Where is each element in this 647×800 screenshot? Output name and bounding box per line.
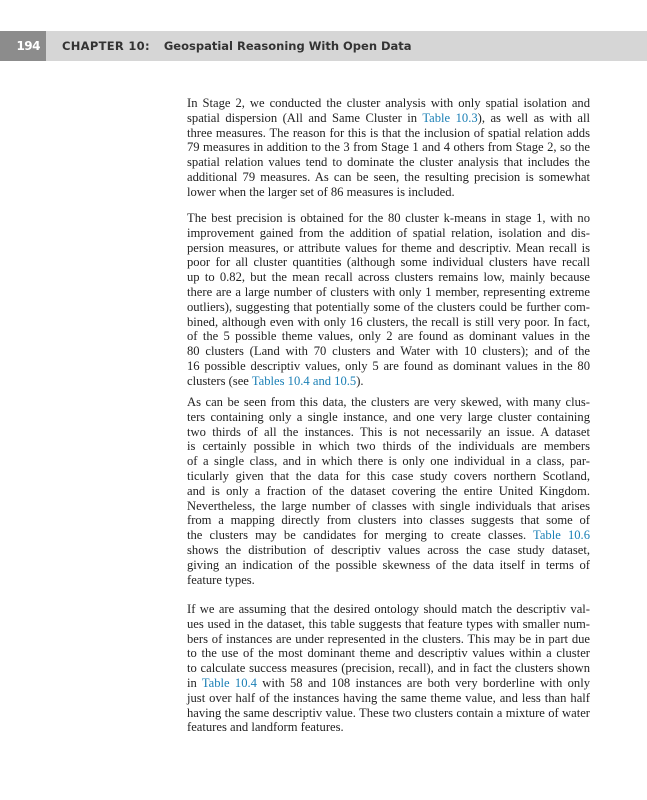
text-line xyxy=(187,528,590,543)
text-segment: 16 possible descriptiv values, only 5 are found as dominant values in the 80 xyxy=(187,358,590,373)
chapter-label: CHAPTER 10: xyxy=(62,39,150,53)
text-segment: ), as well as with all xyxy=(477,110,590,125)
text-segment: three measures. The reason for this is that the inclusion of spatial relation adds xyxy=(187,125,590,140)
table-reference-link[interactable]: Table 10.3 xyxy=(422,110,478,125)
text-segment: outliers), suggesting that potentially some of the clusters could be further com- xyxy=(187,299,590,314)
text-line xyxy=(187,96,590,111)
text-line xyxy=(187,632,590,647)
text-line xyxy=(187,425,590,440)
text-segment: ticularly given that the data for this case study covers northern Scotland, xyxy=(187,468,590,483)
text-segment: from a mapping directly from clusters into classes suggests that some of xyxy=(187,513,590,528)
text-segment: The best precision is obtained for the 80 cluster k-means in stage 1, with no xyxy=(187,211,590,225)
text-segment: shows the distribution of descriptiv values across the case study dataset, xyxy=(187,542,590,557)
table-reference-link[interactable]: Tables 10.4 and 10.5 xyxy=(251,373,357,388)
text-line xyxy=(187,285,590,300)
text-line xyxy=(187,255,590,270)
text-line xyxy=(187,454,590,469)
paragraph-4 xyxy=(187,602,590,735)
text-line xyxy=(187,513,590,528)
text-line xyxy=(187,395,590,410)
table-reference-link[interactable]: Table 10.4 xyxy=(201,675,257,690)
text-line xyxy=(187,602,590,617)
text-line xyxy=(187,691,590,706)
text-line xyxy=(187,241,590,256)
text-line xyxy=(187,646,590,661)
text-line xyxy=(187,344,590,359)
text-segment: If we are assuming that the desired ontology should match the descriptiv val- xyxy=(187,602,590,616)
text-segment: spatial dispersion (All and Same Cluster in xyxy=(187,110,423,125)
text-line xyxy=(187,329,590,344)
paragraph-3 xyxy=(187,395,590,587)
text-line xyxy=(187,315,590,330)
text-segment: clusters (see xyxy=(187,373,252,388)
paragraph-1 xyxy=(187,96,590,200)
text-segment: spatial relation values tend to dominate the cluster analysis that includes the xyxy=(187,155,590,170)
text-segment: ters containing only a single instance, and one very large cluster containing xyxy=(187,409,590,424)
text-segment: there are a large number of clusters with only 1 member, representing extreme xyxy=(187,284,590,299)
text-segment: and is only a fraction of the dataset covering the entire United Kingdom. xyxy=(187,483,590,498)
text-line xyxy=(187,300,590,315)
text-line xyxy=(187,170,590,185)
text-segment: with 58 and 108 instances are both very borderline with only xyxy=(256,675,591,690)
running-header xyxy=(0,31,647,61)
text-line xyxy=(187,359,590,374)
text-segment: improvement gained from the addition of spatial relation, isolation and dis- xyxy=(187,225,590,240)
text-line xyxy=(187,720,590,735)
chapter-heading xyxy=(62,31,412,61)
text-line xyxy=(187,484,590,499)
text-line xyxy=(187,226,590,241)
text-segment: ues used in the dataset, this table suggests that feature types with smaller num- xyxy=(187,616,590,631)
text-segment: of the 5 possible theme values, only 2 are found as dominant values in the xyxy=(187,329,590,344)
text-line xyxy=(187,111,590,126)
paragraph-2 xyxy=(187,211,590,389)
text-segment: additional 79 measures. As can be seen, the resulting precision is somewhat xyxy=(187,169,590,184)
text-segment: having the same descriptiv value. These two clusters contain a mixture of water xyxy=(187,705,590,720)
text-segment: 80 clusters (Land with 70 clusters and Water with 10 clusters); and of the xyxy=(187,344,590,359)
text-segment: persion measures, or attribute values for theme and descriptiv. Mean recall is xyxy=(187,240,590,255)
text-segment: In Stage 2, we conducted the cluster analysis with only spatial isolation and xyxy=(187,96,590,110)
chapter-title: Geospatial Reasoning With Open Data xyxy=(163,39,412,53)
text-segment: lower when the larger set of 86 measures is included. xyxy=(187,184,455,199)
text-line xyxy=(187,543,590,558)
text-line xyxy=(187,185,590,200)
text-line xyxy=(187,374,590,389)
text-line xyxy=(187,558,590,573)
text-segment: the clusters may be candidates for merging to create classes. xyxy=(187,528,534,543)
text-segment: As can be seen from this data, the clusters are very skewed, with many clus- xyxy=(187,395,590,409)
text-segment: two thirds of all the instances. This is not necessarily an issue. A dataset xyxy=(187,424,590,439)
text-segment: ). xyxy=(356,373,364,388)
text-line xyxy=(187,439,590,454)
text-segment: of a single class, and in which there is only one individual in a class, par- xyxy=(187,454,590,469)
text-segment: is certainly possible in which two thirds of the individuals are members xyxy=(187,439,590,454)
text-segment: just over half of the instances having the same theme value, and less than half xyxy=(187,690,590,705)
text-segment: bers of instances are under represented in the clusters. This may be in part due xyxy=(187,631,590,646)
text-segment: bined, although even with only 16 clusters, the recall is still very poor. In fact, xyxy=(187,314,590,329)
text-line xyxy=(187,140,590,155)
text-line xyxy=(187,573,590,588)
text-segment: up to 0.82, but the mean recall across clusters remains low, mainly because xyxy=(187,270,590,285)
text-segment: features and landform features. xyxy=(187,720,344,735)
table-reference-link[interactable]: Table 10.6 xyxy=(533,528,590,543)
text-line xyxy=(187,499,590,514)
text-line xyxy=(187,617,590,632)
text-line xyxy=(187,661,590,676)
text-line xyxy=(187,410,590,425)
text-line xyxy=(187,706,590,721)
text-line xyxy=(187,211,590,226)
text-line xyxy=(187,469,590,484)
text-segment: in xyxy=(187,675,202,690)
text-line xyxy=(187,155,590,170)
text-segment: giving an indication of the possible skewness of the data itself in terms of xyxy=(187,557,590,572)
text-segment: 79 measures in addition to the 3 from Stage 1 and 4 others from Stage 2, so the xyxy=(187,140,590,155)
text-line xyxy=(187,126,590,141)
text-segment: to the use of the most dominant theme and descriptiv values within a cluster xyxy=(187,646,590,661)
text-segment: Nevertheless, the large number of classes with single individuals that arises xyxy=(187,498,590,513)
text-line xyxy=(187,676,590,691)
page-number: 194 xyxy=(0,31,46,61)
text-segment: feature types. xyxy=(187,572,255,587)
text-segment: poor for all cluster quantities (although some individual clusters have recall xyxy=(187,255,590,270)
text-segment: to calculate success measures (precision, recall), and in fact the clusters shown xyxy=(187,661,590,676)
text-line xyxy=(187,270,590,285)
